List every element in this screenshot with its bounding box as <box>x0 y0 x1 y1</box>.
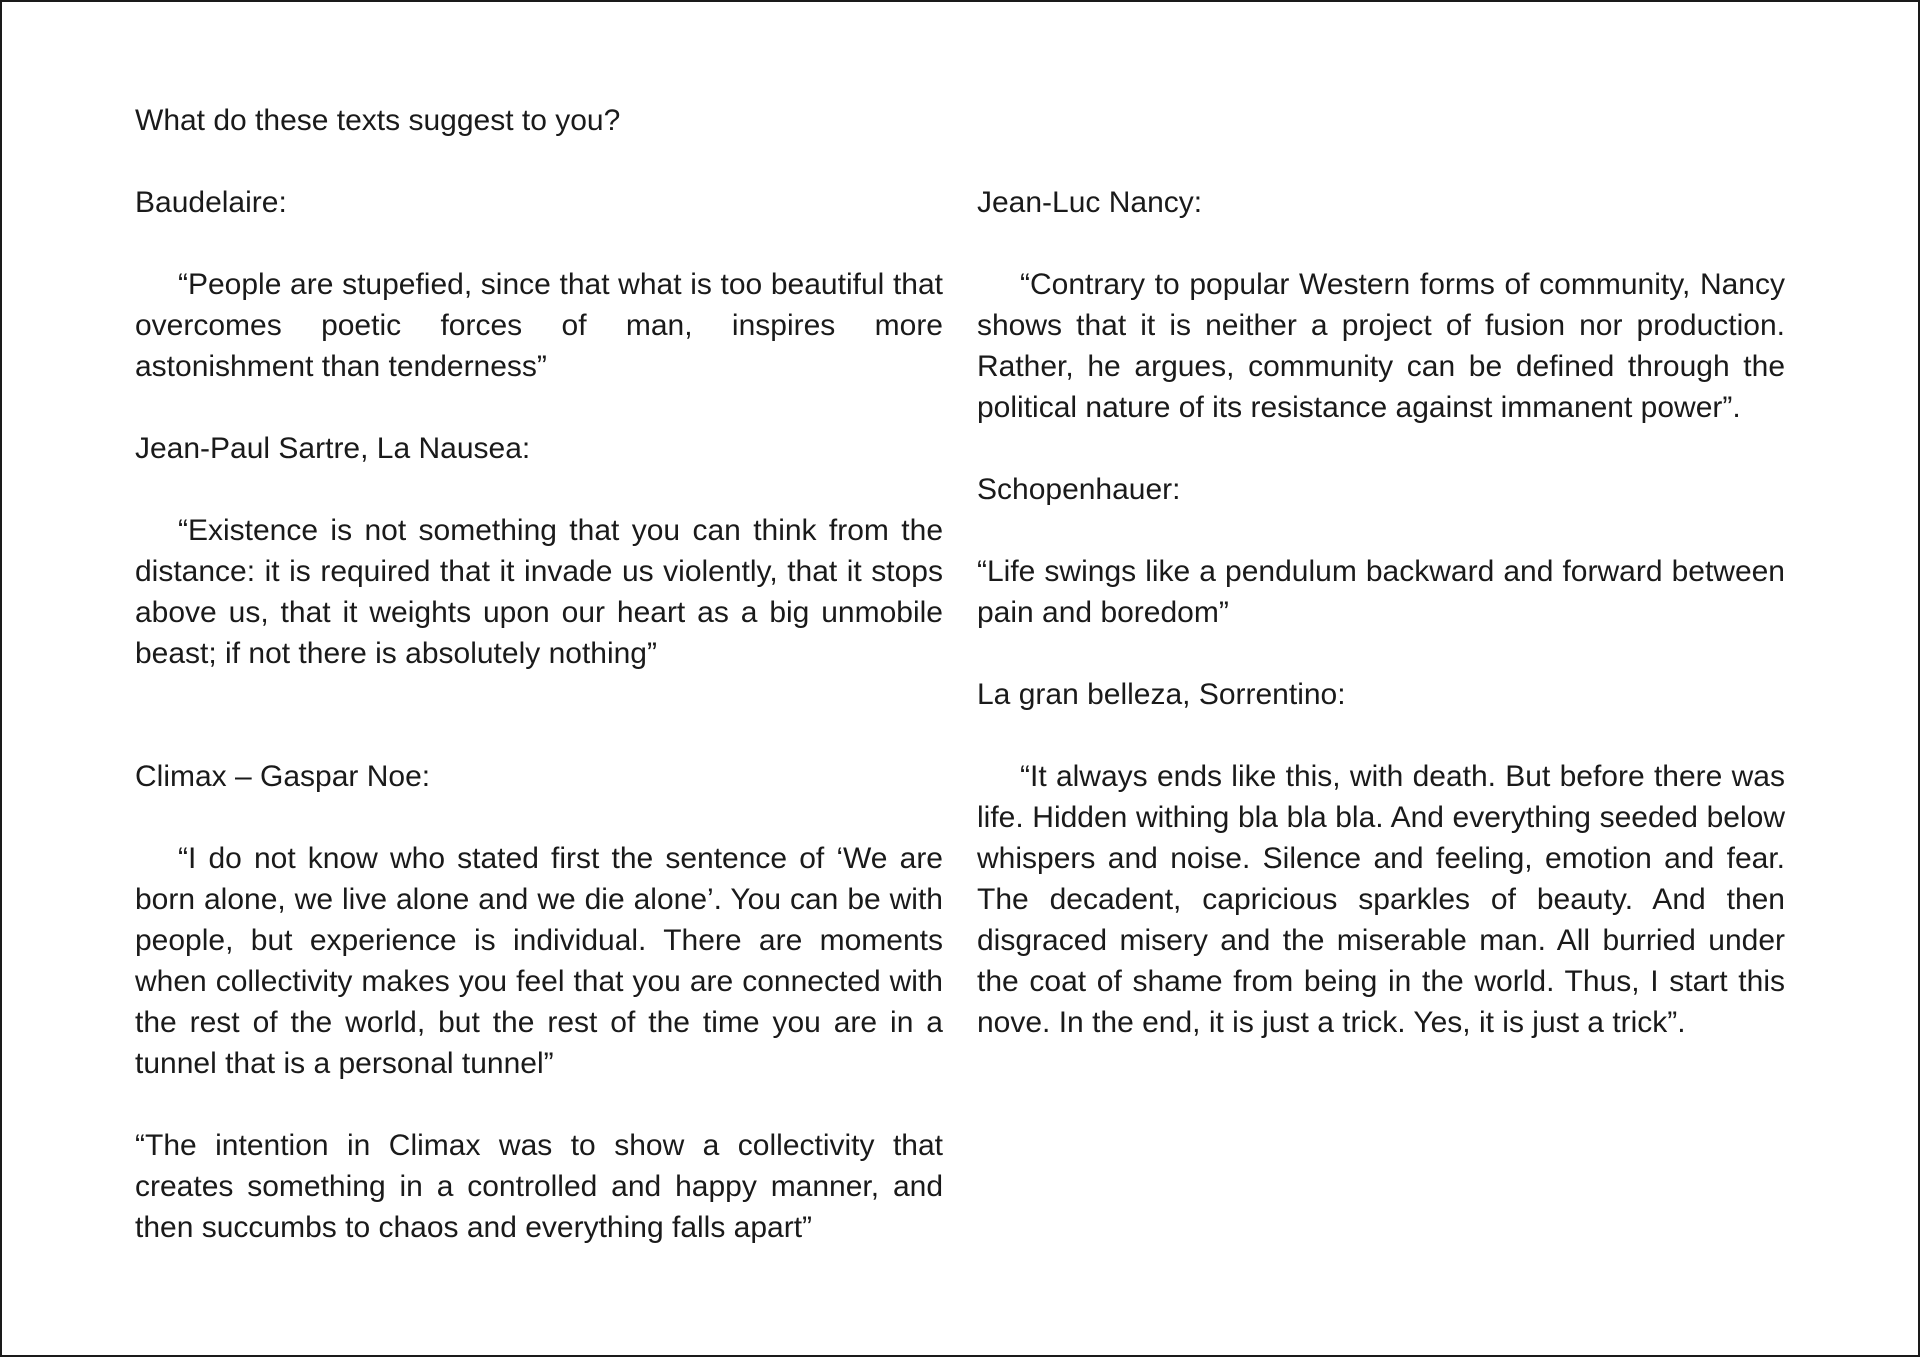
climax-quote-2: “The intention in Climax was to show a collectivity that creates something in a controlled and happy manner, and then succumbs to chaos and everything falls apart” <box>135 1129 943 1244</box>
baudelaire-quote: “People are stupefied, since that what is too beautiful that overcomes poetic forces of man, inspires more astonishment than tenderness” <box>135 268 943 383</box>
baudelaire-heading: Baudelaire: <box>135 186 287 219</box>
sorrentino-heading: La gran belleza, Sorrentino: <box>977 678 1346 711</box>
sartre-quote: “Existence is not something that you can think from the distance: it is required that it invade us violently, that it stops above us, that it weights upon our heart as a big unmobile beast; if not there is absolutely nothing” <box>135 514 943 670</box>
sorrentino-quote: “It always ends like this, with death. But before there was life. Hidden withing bla bla bla. And everything seeded below whispers and noise. Silence and feeling, emotion and fear. The decadent, capricious sparkles of beauty. And then disgraced misery and the miserable man. All burried under the coat of shame from being in the world. Thus, I start this nove. In the end, it is just a trick. Yes, it is just a trick”. <box>977 760 1785 1039</box>
schopenhauer-quote: “Life swings like a pendulum backward and forward between pain and boredom” <box>977 555 1785 629</box>
nancy-quote: “Contrary to popular Western forms of community, Nancy shows that it is neither a project of fusion nor production. Rather, he argues, community can be defined through the political nature of its resistance against immanent power”. <box>977 268 1785 424</box>
left-column <box>135 182 943 1248</box>
climax-quote-1: “I do not know who stated first the sentence of ‘We are born alone, we live alone and we die alone’. You can be with people, but experience is individual. There are moments when collectivity makes you feel that you are connected with the rest of the world, but the rest of the time you are in a tunnel that is a personal tunnel” <box>135 842 943 1080</box>
schopenhauer-heading: Schopenhauer: <box>977 473 1181 506</box>
climax-heading: Climax – Gaspar Noe: <box>135 760 431 793</box>
intro-question: What do these texts suggest to you? <box>135 104 621 137</box>
nancy-heading: Jean-Luc Nancy: <box>977 186 1203 219</box>
right-column <box>977 182 1785 1043</box>
sartre-heading: Jean-Paul Sartre, La Nausea: <box>135 432 531 465</box>
